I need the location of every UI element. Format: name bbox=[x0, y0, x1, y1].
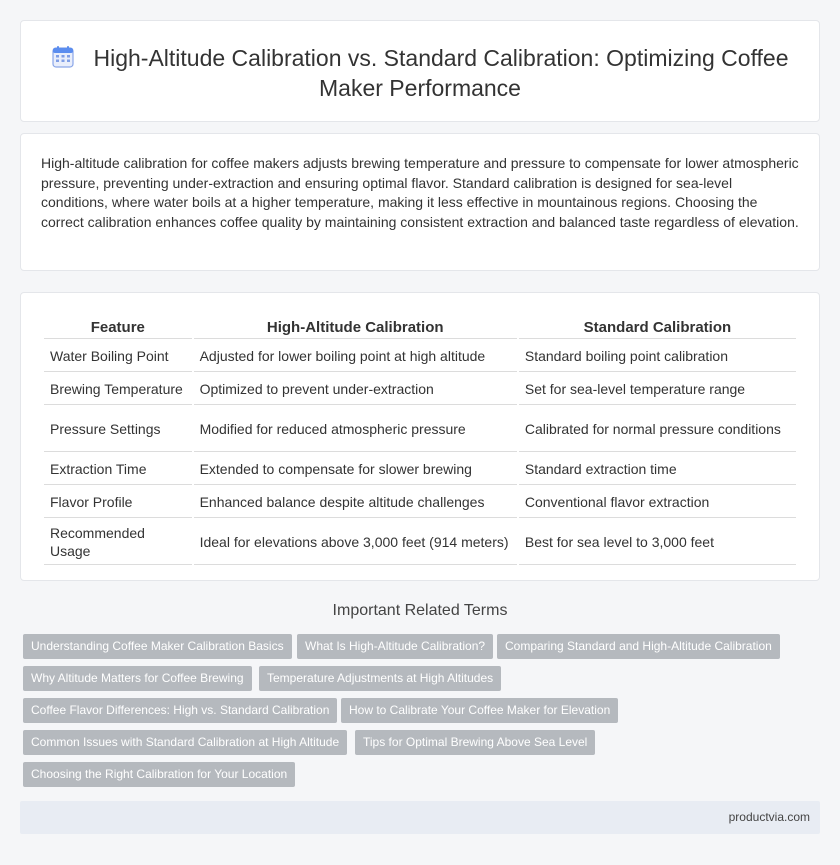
comparison-table bbox=[42, 314, 798, 567]
table-cell: Optimized to prevent under-extraction bbox=[194, 374, 517, 405]
related-tag[interactable]: Coffee Flavor Differences: High vs. Standard Calibration bbox=[23, 698, 337, 723]
related-tag[interactable]: Choosing the Right Calibration for Your Location bbox=[23, 762, 295, 787]
table-cell: Standard boiling point calibration bbox=[519, 341, 796, 372]
table-row bbox=[44, 341, 796, 372]
table-cell: Extended to compensate for slower brewing bbox=[194, 454, 517, 485]
footer-site[interactable]: productvia.com bbox=[728, 810, 810, 824]
table-row bbox=[44, 407, 796, 452]
comparison-table-card bbox=[20, 292, 820, 581]
intro-card bbox=[20, 133, 820, 271]
related-tag[interactable]: Understanding Coffee Maker Calibration Basics bbox=[23, 634, 292, 659]
table-cell: Ideal for elevations above 3,000 feet (914 meters) bbox=[194, 520, 517, 565]
table-cell: Pressure Settings bbox=[44, 407, 192, 452]
title-card bbox=[20, 20, 820, 122]
table-cell: Extraction Time bbox=[44, 454, 192, 485]
table-row bbox=[44, 520, 796, 565]
table-cell: Water Boiling Point bbox=[44, 341, 192, 372]
footer bbox=[20, 801, 820, 834]
related-tag[interactable]: Why Altitude Matters for Coffee Brewing bbox=[23, 666, 252, 691]
related-tag[interactable]: Temperature Adjustments at High Altitudes bbox=[259, 666, 501, 691]
table-cell: Set for sea-level temperature range bbox=[519, 374, 796, 405]
header-standard: Standard Calibration bbox=[519, 316, 796, 339]
table-row bbox=[44, 487, 796, 518]
table-cell: Conventional flavor extraction bbox=[519, 487, 796, 518]
table-cell: Adjusted for lower boiling point at high altitude bbox=[194, 341, 517, 372]
page-title bbox=[21, 43, 819, 103]
related-terms-heading: Important Related Terms bbox=[332, 602, 508, 619]
related-tag[interactable]: Tips for Optimal Brewing Above Sea Level bbox=[355, 730, 595, 755]
table-row bbox=[44, 374, 796, 405]
related-tag[interactable]: How to Calibrate Your Coffee Maker for Elevation bbox=[341, 698, 618, 723]
related-tag[interactable]: Comparing Standard and High-Altitude Calibration bbox=[497, 634, 780, 659]
table-row bbox=[44, 454, 796, 485]
page-title-text: High-Altitude Calibration vs. Standard Calibration: Optimizing Coffee Maker Performance bbox=[93, 45, 789, 101]
calendar-icon bbox=[51, 45, 75, 69]
table-cell: Flavor Profile bbox=[44, 487, 192, 518]
header-high-altitude: High-Altitude Calibration bbox=[194, 316, 517, 339]
related-tag[interactable]: What Is High-Altitude Calibration? bbox=[297, 634, 493, 659]
table-cell: Calibrated for normal pressure conditions bbox=[519, 407, 796, 452]
related-tag[interactable]: Common Issues with Standard Calibration at High Altitude bbox=[23, 730, 347, 755]
header-feature: Feature bbox=[44, 316, 192, 339]
table-cell: Modified for reduced atmospheric pressure bbox=[194, 407, 517, 452]
table-header-row bbox=[44, 316, 796, 339]
intro-paragraph: High-altitude calibration for coffee makers adjusts brewing temperature and pressure to compensate for lower atmospheric pressure, preventing under-extraction and ensuring optimal flavor. Standard calibration is designed for sea-level conditions, where water boils at a higher temperature, making it less effective in mountainous regions. Choosing the correct calibration enhances coffee quality by maintaining consistent extraction and balanced taste regardless of elevation. bbox=[41, 155, 799, 230]
table-cell: Standard extraction time bbox=[519, 454, 796, 485]
table-cell: Best for sea level to 3,000 feet bbox=[519, 520, 796, 565]
table-cell: Brewing Temperature bbox=[44, 374, 192, 405]
table-cell: Enhanced balance despite altitude challenges bbox=[194, 487, 517, 518]
table-cell: Recommended Usage bbox=[44, 520, 192, 565]
